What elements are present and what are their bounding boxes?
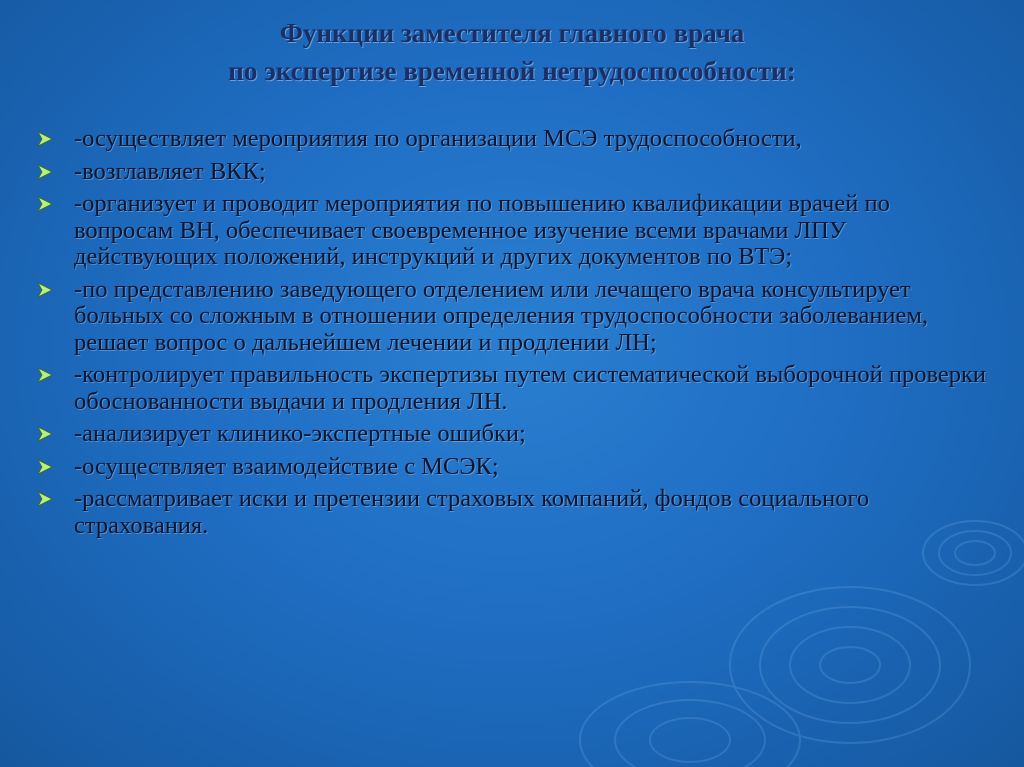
bullet-text: -организует и проводит мероприятия по повышению квалификации врачей по вопросам ВН, обеспечивает своевременное изучение всеми врачами ЛПУ действующих положений, инструкций и других документов по ВТЭ;	[74, 190, 890, 270]
bullet-item	[30, 191, 990, 271]
bullet-item	[30, 159, 990, 186]
bullet-text: -осуществляет взаимодействие с МСЭК;	[74, 452, 499, 480]
bullet-item	[30, 277, 990, 357]
arrowhead-bullet-icon	[37, 282, 53, 298]
bullet-item	[30, 362, 990, 415]
arrowhead-bullet-icon	[37, 491, 53, 507]
bullet-text: -контролирует правильность экспертизы путем систематической выборочной проверки обоснованности выдачи и продления ЛН.	[74, 361, 987, 415]
bullet-item	[30, 126, 990, 153]
arrowhead-bullet-icon	[37, 367, 53, 383]
bullet-item	[30, 421, 990, 448]
bullet-text: -возглавляет ВКК;	[74, 157, 266, 185]
arrowhead-bullet-icon	[37, 426, 53, 442]
arrowhead-bullet-icon	[37, 196, 53, 212]
bullet-text: -анализирует клинико-экспертные ошибки;	[74, 420, 526, 447]
bullet-text: -рассматривает иски и претензии страховых компаний, фондов социального страхования.	[74, 485, 870, 539]
bullet-list	[30, 126, 990, 545]
bullet-text: -осуществляет мероприятия по организации МСЭ трудоспособности,	[74, 125, 802, 152]
bullet-item	[30, 486, 990, 539]
bullet-item	[30, 454, 990, 481]
slide-title	[0, 14, 1024, 90]
arrowhead-bullet-icon	[37, 164, 53, 180]
bullet-text: -по представлению заведующего отделением или лечащего врача консультирует больных со сложным в отношении определения трудоспособности заболеванием, решает вопрос о дальнейшем лечении и продлении ЛН;	[74, 275, 929, 356]
title-line-2: по экспертизе временной нетрудоспособности:	[228, 56, 796, 86]
arrowhead-bullet-icon	[37, 131, 53, 147]
title-line-1: Функции заместителя главного врача	[279, 18, 745, 48]
arrowhead-bullet-icon	[37, 459, 53, 475]
